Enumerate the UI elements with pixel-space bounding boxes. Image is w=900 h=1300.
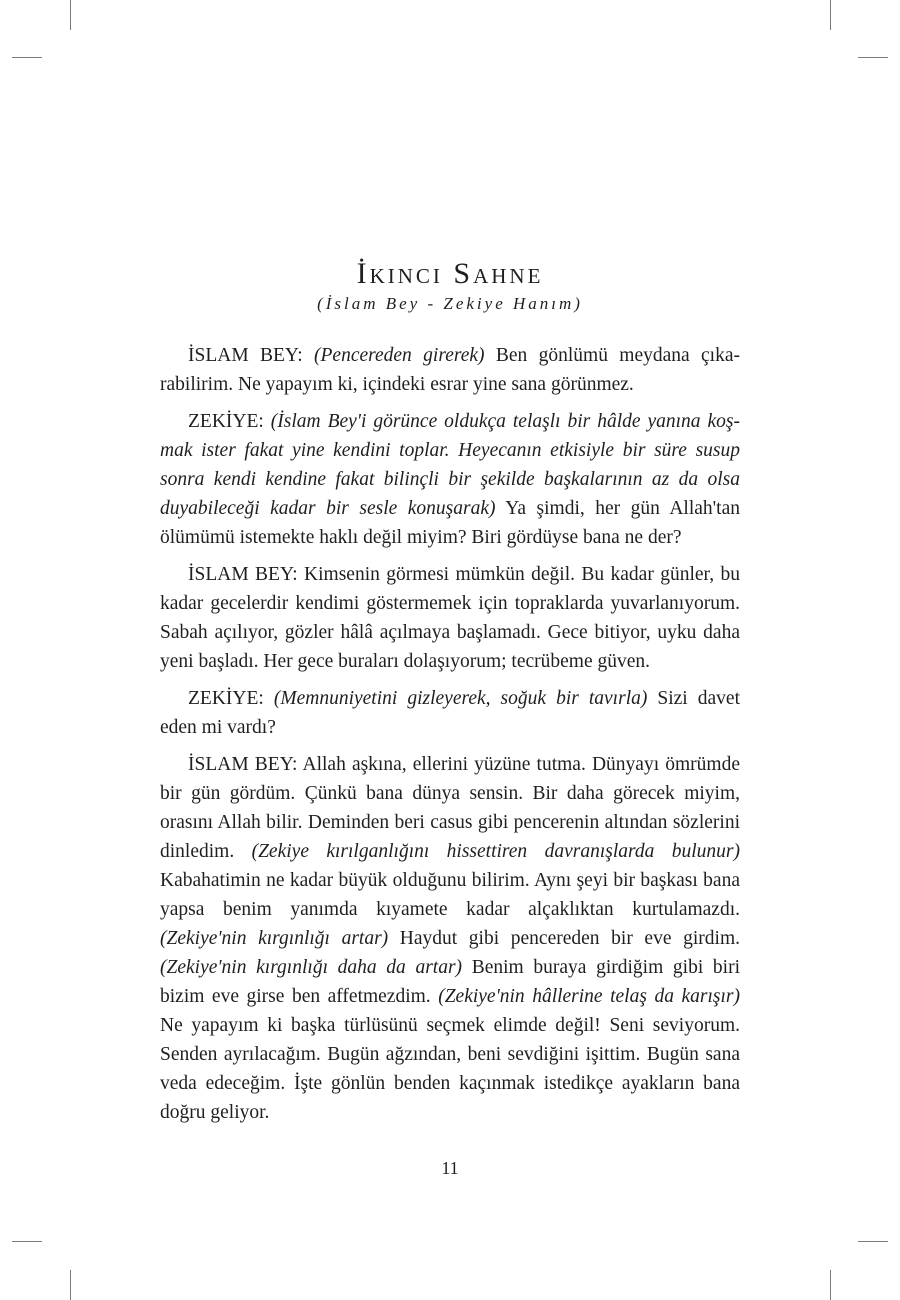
speaker-name: İSLAM BEY:	[188, 345, 303, 366]
scene-title: İkinci Sahne	[356, 257, 544, 290]
dialogue-text: Ne yapayım ki başka türlüsünü seçmek elimde değil! Seni seviyorum. Senden ayrılacağım. Bugün ağzından, beni sevdiğini işittim. Bugün sana veda edeceğim. İşte gönlün benden kaçınmak istedikçe ayakların bana doğru geliyor.	[160, 1015, 740, 1123]
dialogue-paragraph	[160, 560, 740, 676]
speaker-name: ZEKİYE:	[188, 688, 264, 709]
scene-subtitle: (İslam Bey - Zekiye Hanım)	[317, 294, 583, 313]
stage-direction: (Zekiye'nin kırgınlığı artar)	[160, 928, 389, 949]
stage-direction: (Zekiye'nin hâllerine telaş da karışır)	[438, 986, 740, 1007]
dialogue-paragraph	[160, 407, 740, 552]
stage-direction: (Zekiye'nin kırgınlığı daha da artar)	[160, 957, 463, 978]
crop-mark	[70, 0, 71, 30]
speaker-name: İSLAM BEY:	[188, 564, 298, 585]
dialogue-text: Sizi davet eden mi vardı?	[160, 688, 740, 738]
crop-mark	[858, 1241, 888, 1242]
crop-mark	[12, 57, 42, 58]
crop-mark	[70, 1270, 71, 1300]
dialogue-text: Ben gönlümü meydana çıkarabilirim. Ne yapayım ki, içindeki esrar yine sana görünmez.	[160, 345, 741, 395]
stage-direction: (Memnuniyetini gizleyerek, soğuk bir tavırla)	[273, 688, 648, 709]
stage-direction: (Pencereden girerek)	[314, 345, 485, 366]
page-number: 11	[441, 1158, 459, 1178]
crop-mark	[12, 1241, 42, 1242]
speaker-name: ZEKİYE:	[188, 411, 264, 432]
dialogue-paragraph	[160, 750, 740, 1127]
crop-mark	[858, 57, 888, 58]
dialogue-text: Kimsenin görmesi mümkün değil. Bu kadar günler, bu kadar gecelerdir kendimi göstermemek için topraklarda yuvarlanıyorum. Sabah açılıyor, gözler hâlâ açılmaya başlamadı. Gece bitiyor, uyku daha yeni başladı. Her gece buraları dolaşıyorum; tecrübeme güven.	[160, 564, 740, 672]
stage-direction: (Zekiye kırılganlığını hissettiren davranışlarda bulunur)	[251, 841, 740, 862]
dialogue-paragraph	[160, 684, 740, 742]
speaker-name: İSLAM BEY:	[188, 754, 298, 775]
stage-direction: (İslam Bey'i görünce oldukça telaşlı bir hâlde yanına koşmak ister fakat yine kendini toplar. Heyecanın etkisiyle bir süre susup sonra kendi kendine fakat bilinçli bir şekilde başkalarının az da olsa duyabileceği kadar bir sesle konuşarak)	[160, 411, 741, 519]
crop-mark	[830, 0, 831, 30]
dialogue-text: Ya şimdi, her gün Allah'tan ölümümü istemekte haklı değil miyim? Biri gördüyse bana ne der?	[160, 498, 740, 548]
dialogue-body	[160, 341, 740, 1127]
dialogue-text: Benim buraya girdiğim gibi biri bizim eve girse ben affetmezdim.	[160, 957, 740, 1007]
dialogue-text: Kabahatimin ne kadar büyük olduğunu bilirim. Aynı şeyi bir başkası bana yapsa benim yanımda kıyamete kadar alçaklıktan kurtulamazdı.	[160, 870, 740, 920]
crop-mark	[830, 1270, 831, 1300]
page-content	[160, 255, 740, 1135]
dialogue-paragraph	[160, 341, 740, 399]
dialogue-text: Allah aşkına, ellerini yüzüne tutma. Dünyayı ömrümde bir gün gördüm. Çünkü bana dünya sensin. Bir daha görecek miyim, orasını Allah bilir. Deminden beri casus gibi pencerenin altından sözlerini dinledim.	[160, 754, 740, 862]
dialogue-text: Haydut gibi pencereden bir eve girdim.	[388, 928, 740, 949]
